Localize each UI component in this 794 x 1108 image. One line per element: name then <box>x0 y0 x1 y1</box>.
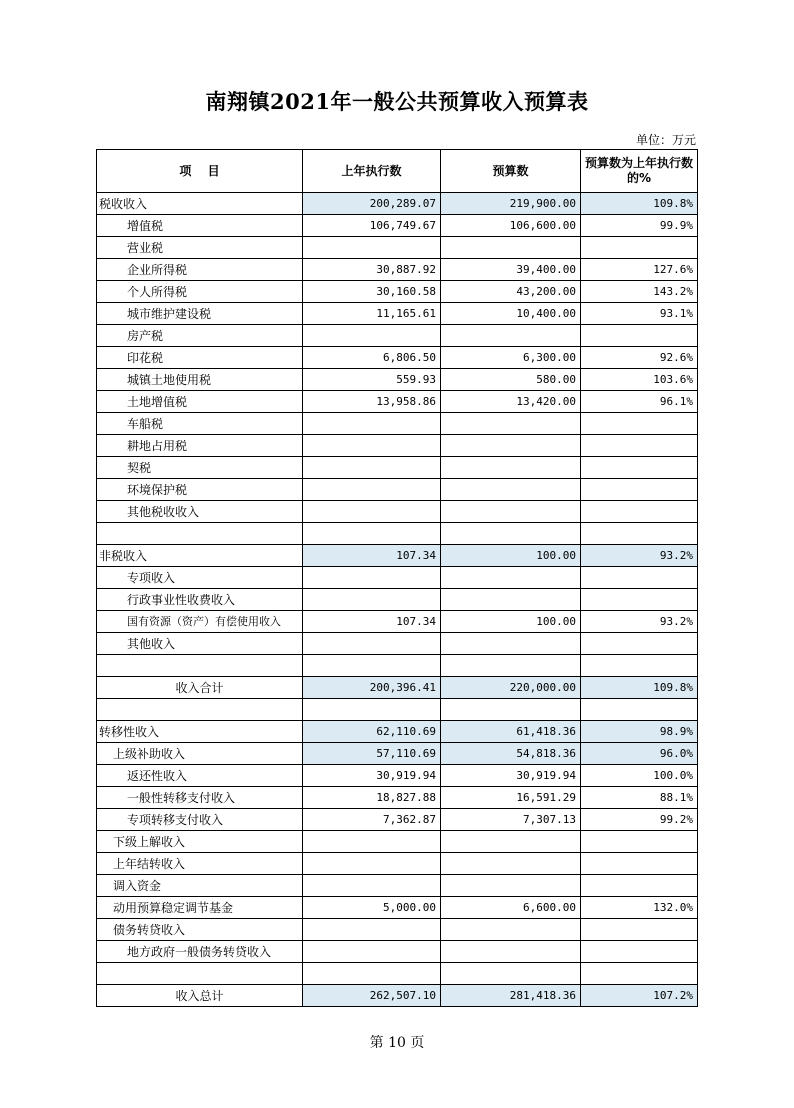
prev-actual-cell <box>303 655 441 677</box>
prev-actual-cell <box>303 633 441 655</box>
prev-actual-cell: 200,289.07 <box>303 193 441 215</box>
ratio-cell: 100.0% <box>581 765 698 787</box>
budget-cell: 281,418.36 <box>441 985 581 1007</box>
row-label: 土地增值税 <box>97 391 303 413</box>
table-row <box>97 875 698 897</box>
ratio-cell <box>581 325 698 347</box>
row-label: 税收收入 <box>97 193 303 215</box>
prev-actual-cell <box>303 501 441 523</box>
table-row <box>97 721 698 743</box>
header-budget: 预算数 <box>441 150 581 193</box>
row-label: 收入总计 <box>97 985 303 1007</box>
budget-cell: 30,919.94 <box>441 765 581 787</box>
prev-actual-cell <box>303 853 441 875</box>
ratio-cell <box>581 831 698 853</box>
row-label: 个人所得税 <box>97 281 303 303</box>
prev-actual-cell <box>303 237 441 259</box>
budget-cell: 100.00 <box>441 545 581 567</box>
row-label: 耕地占用税 <box>97 435 303 457</box>
row-label: 企业所得税 <box>97 259 303 281</box>
ratio-cell <box>581 699 698 721</box>
table-row <box>97 985 698 1007</box>
ratio-cell: 93.2% <box>581 611 698 633</box>
budget-cell: 61,418.36 <box>441 721 581 743</box>
prev-actual-cell <box>303 875 441 897</box>
table-row <box>97 655 698 677</box>
table-row <box>97 963 698 985</box>
prev-actual-cell: 30,887.92 <box>303 259 441 281</box>
table-row <box>97 523 698 545</box>
budget-cell <box>441 567 581 589</box>
prev-actual-cell <box>303 413 441 435</box>
row-label: 营业税 <box>97 237 303 259</box>
ratio-cell <box>581 919 698 941</box>
budget-cell: 6,300.00 <box>441 347 581 369</box>
table-row <box>97 259 698 281</box>
prev-actual-cell: 107.34 <box>303 545 441 567</box>
table-header-row <box>97 150 698 193</box>
table-row <box>97 215 698 237</box>
prev-actual-cell: 18,827.88 <box>303 787 441 809</box>
row-label: 环境保护税 <box>97 479 303 501</box>
budget-cell: 580.00 <box>441 369 581 391</box>
ratio-cell <box>581 501 698 523</box>
table-row <box>97 809 698 831</box>
budget-cell <box>441 919 581 941</box>
row-label: 上级补助收入 <box>97 743 303 765</box>
table-row <box>97 303 698 325</box>
prev-actual-cell: 7,362.87 <box>303 809 441 831</box>
prev-actual-cell: 559.93 <box>303 369 441 391</box>
row-label: 其他税收收入 <box>97 501 303 523</box>
budget-cell <box>441 655 581 677</box>
ratio-cell <box>581 633 698 655</box>
ratio-cell <box>581 941 698 963</box>
prev-actual-cell <box>303 941 441 963</box>
prev-actual-cell <box>303 699 441 721</box>
ratio-cell <box>581 413 698 435</box>
table-row <box>97 677 698 699</box>
row-label <box>97 963 303 985</box>
budget-cell <box>441 457 581 479</box>
table-row <box>97 919 698 941</box>
prev-actual-cell: 262,507.10 <box>303 985 441 1007</box>
budget-cell <box>441 633 581 655</box>
ratio-cell: 107.2% <box>581 985 698 1007</box>
prev-actual-cell <box>303 325 441 347</box>
row-label <box>97 699 303 721</box>
table-row <box>97 567 698 589</box>
ratio-cell: 99.2% <box>581 809 698 831</box>
budget-cell <box>441 237 581 259</box>
prev-actual-cell: 11,165.61 <box>303 303 441 325</box>
ratio-cell: 109.8% <box>581 193 698 215</box>
ratio-cell: 132.0% <box>581 897 698 919</box>
table-row <box>97 347 698 369</box>
ratio-cell <box>581 457 698 479</box>
row-label <box>97 655 303 677</box>
prev-actual-cell <box>303 831 441 853</box>
budget-cell <box>441 523 581 545</box>
table-row <box>97 457 698 479</box>
row-label: 其他收入 <box>97 633 303 655</box>
row-label: 一般性转移支付收入 <box>97 787 303 809</box>
table-row <box>97 941 698 963</box>
ratio-cell: 99.9% <box>581 215 698 237</box>
ratio-cell <box>581 567 698 589</box>
table-row <box>97 325 698 347</box>
ratio-cell <box>581 853 698 875</box>
ratio-cell <box>581 479 698 501</box>
budget-cell: 54,818.36 <box>441 743 581 765</box>
table-row <box>97 413 698 435</box>
prev-actual-cell <box>303 457 441 479</box>
table-row <box>97 589 698 611</box>
prev-actual-cell: 13,958.86 <box>303 391 441 413</box>
row-label: 收入合计 <box>97 677 303 699</box>
table-row <box>97 391 698 413</box>
budget-cell <box>441 501 581 523</box>
ratio-cell <box>581 963 698 985</box>
row-label: 专项转移支付收入 <box>97 809 303 831</box>
row-label: 城镇土地使用税 <box>97 369 303 391</box>
prev-actual-cell <box>303 479 441 501</box>
table-row <box>97 633 698 655</box>
budget-cell <box>441 831 581 853</box>
budget-cell <box>441 699 581 721</box>
budget-cell <box>441 325 581 347</box>
table-row <box>97 435 698 457</box>
header-item: 项 目 <box>97 150 303 193</box>
budget-cell <box>441 941 581 963</box>
budget-cell: 10,400.00 <box>441 303 581 325</box>
row-label: 行政事业性收费收入 <box>97 589 303 611</box>
row-label: 增值税 <box>97 215 303 237</box>
row-label: 地方政府一般债务转贷收入 <box>97 941 303 963</box>
row-label: 非税收入 <box>97 545 303 567</box>
budget-cell <box>441 875 581 897</box>
prev-actual-cell: 5,000.00 <box>303 897 441 919</box>
prev-actual-cell: 106,749.67 <box>303 215 441 237</box>
table-row <box>97 765 698 787</box>
budget-cell: 106,600.00 <box>441 215 581 237</box>
prev-actual-cell <box>303 589 441 611</box>
budget-cell: 43,200.00 <box>441 281 581 303</box>
row-label <box>97 523 303 545</box>
ratio-cell <box>581 435 698 457</box>
table-body <box>97 193 698 1007</box>
row-label: 印花税 <box>97 347 303 369</box>
table-row <box>97 611 698 633</box>
prev-actual-cell <box>303 919 441 941</box>
budget-cell: 220,000.00 <box>441 677 581 699</box>
table-row <box>97 787 698 809</box>
prev-actual-cell: 200,396.41 <box>303 677 441 699</box>
prev-actual-cell <box>303 963 441 985</box>
page-title: 南翔镇2021年一般公共预算收入预算表 <box>205 89 589 114</box>
table-row <box>97 237 698 259</box>
ratio-cell: 93.1% <box>581 303 698 325</box>
row-label: 城市维护建设税 <box>97 303 303 325</box>
table-row <box>97 853 698 875</box>
budget-cell <box>441 589 581 611</box>
prev-actual-cell <box>303 567 441 589</box>
budget-cell: 13,420.00 <box>441 391 581 413</box>
ratio-cell <box>581 589 698 611</box>
row-label: 专项收入 <box>97 567 303 589</box>
table-row <box>97 699 698 721</box>
row-label: 债务转贷收入 <box>97 919 303 941</box>
row-label: 契税 <box>97 457 303 479</box>
prev-actual-cell: 30,919.94 <box>303 765 441 787</box>
budget-cell <box>441 853 581 875</box>
ratio-cell <box>581 523 698 545</box>
ratio-cell: 127.6% <box>581 259 698 281</box>
ratio-cell: 96.0% <box>581 743 698 765</box>
budget-cell: 39,400.00 <box>441 259 581 281</box>
prev-actual-cell: 6,806.50 <box>303 347 441 369</box>
header-ratio: 预算数为上年执行数的% <box>581 150 698 193</box>
prev-actual-cell: 30,160.58 <box>303 281 441 303</box>
row-label: 国有资源（资产）有偿使用收入 <box>97 611 303 633</box>
budget-cell: 6,600.00 <box>441 897 581 919</box>
page-number: 第 10 页 <box>369 1035 425 1051</box>
prev-actual-cell <box>303 435 441 457</box>
budget-cell <box>441 413 581 435</box>
header-prev-actual: 上年执行数 <box>303 150 441 193</box>
table-row <box>97 831 698 853</box>
unit-label: 单位：万元 <box>635 133 696 147</box>
table-row <box>97 479 698 501</box>
budget-cell <box>441 479 581 501</box>
ratio-cell <box>581 655 698 677</box>
budget-table <box>96 149 698 1007</box>
table-row <box>97 897 698 919</box>
prev-actual-cell: 62,110.69 <box>303 721 441 743</box>
budget-cell <box>441 435 581 457</box>
prev-actual-cell: 107.34 <box>303 611 441 633</box>
row-label: 转移性收入 <box>97 721 303 743</box>
budget-cell <box>441 963 581 985</box>
ratio-cell <box>581 237 698 259</box>
ratio-cell: 103.6% <box>581 369 698 391</box>
table-row <box>97 743 698 765</box>
row-label: 动用预算稳定调节基金 <box>97 897 303 919</box>
ratio-cell: 88.1% <box>581 787 698 809</box>
table-row <box>97 501 698 523</box>
ratio-cell <box>581 875 698 897</box>
ratio-cell: 109.8% <box>581 677 698 699</box>
ratio-cell: 98.9% <box>581 721 698 743</box>
table-row <box>97 193 698 215</box>
row-label: 车船税 <box>97 413 303 435</box>
row-label: 房产税 <box>97 325 303 347</box>
ratio-cell: 96.1% <box>581 391 698 413</box>
prev-actual-cell <box>303 523 441 545</box>
ratio-cell: 92.6% <box>581 347 698 369</box>
row-label: 调入资金 <box>97 875 303 897</box>
ratio-cell: 93.2% <box>581 545 698 567</box>
row-label: 上年结转收入 <box>97 853 303 875</box>
prev-actual-cell: 57,110.69 <box>303 743 441 765</box>
budget-cell: 16,591.29 <box>441 787 581 809</box>
budget-cell: 100.00 <box>441 611 581 633</box>
row-label: 下级上解收入 <box>97 831 303 853</box>
row-label: 返还性收入 <box>97 765 303 787</box>
table-row <box>97 545 698 567</box>
ratio-cell: 143.2% <box>581 281 698 303</box>
budget-cell: 219,900.00 <box>441 193 581 215</box>
table-row <box>97 281 698 303</box>
table-row <box>97 369 698 391</box>
budget-cell: 7,307.13 <box>441 809 581 831</box>
